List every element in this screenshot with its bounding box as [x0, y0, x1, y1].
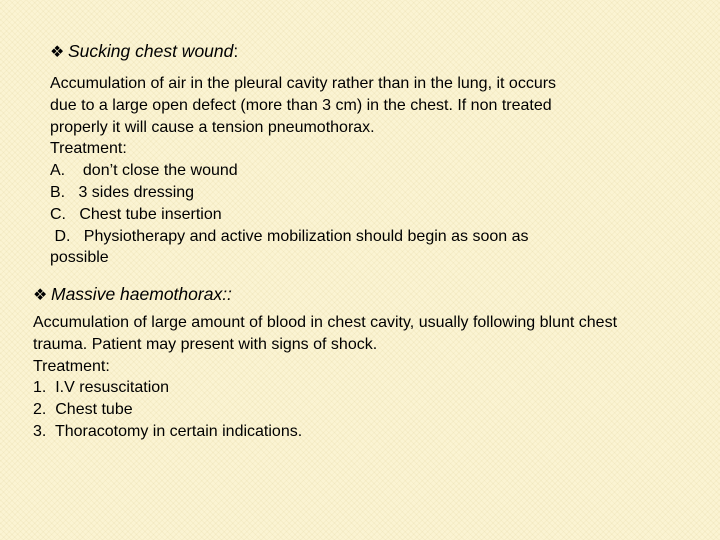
- treatment-item: 3. Thoracotomy in certain indications.: [33, 422, 303, 440]
- massive-haemothorax-section: [33, 283, 703, 443]
- section-heading: [33, 283, 703, 306]
- treatment-item: 1. I.V resuscitation: [33, 379, 170, 397]
- treatment-item: 2. Chest tube: [33, 401, 133, 419]
- body-line: properly it will cause a tension pneumothorax.: [50, 118, 375, 136]
- treatment-item-continuation: possible: [50, 249, 109, 267]
- heading-text: Sucking chest wound: [68, 41, 234, 61]
- treatment-item: A. don’t close the wound: [50, 162, 238, 180]
- sucking-chest-wound-section: [50, 40, 690, 269]
- treatment-item: C. Chest tube insertion: [50, 205, 222, 223]
- heading-text: Massive haemothorax::: [51, 284, 232, 304]
- section-heading: [50, 40, 690, 63]
- treatment-item: B. 3 sides dressing: [50, 183, 195, 201]
- diamond-check-bullet-icon: ❖: [50, 42, 65, 61]
- diamond-check-bullet-icon: ❖: [33, 285, 48, 304]
- heading-colon: :: [233, 41, 239, 61]
- treatment-label: Treatment:: [33, 357, 110, 375]
- treatment-label: Treatment:: [50, 140, 127, 158]
- body-line: due to a large open defect (more than 3 cm) in the chest. If non treated: [50, 96, 552, 114]
- body-line: Accumulation of large amount of blood in chest cavity, usually following blunt chest: [33, 314, 618, 331]
- section-body: [50, 73, 690, 269]
- treatment-item: D. Physiotherapy and active mobilization should begin as soon as: [50, 227, 529, 245]
- section-body: [33, 312, 703, 443]
- body-line: Accumulation of air in the pleural cavity rather than in the lung, it occurs: [50, 75, 557, 92]
- body-line: trauma. Patient may present with signs of shock.: [33, 335, 378, 353]
